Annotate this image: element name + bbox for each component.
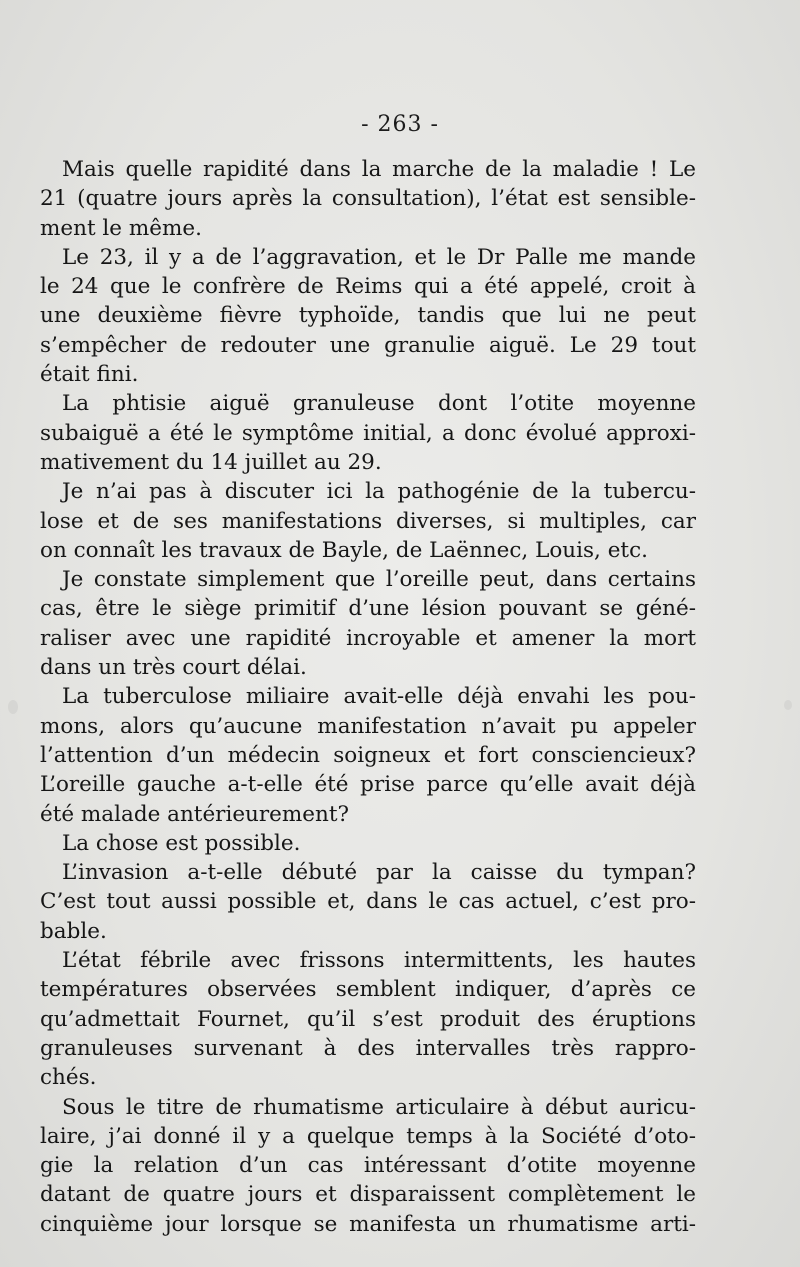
text-line: Le 23, il y a de l’aggravation, et le Dr Palle me mande bbox=[62, 244, 696, 270]
paragraph bbox=[40, 565, 696, 682]
text-line: on connaît les travaux de Bayle, de Laënnec, Louis, etc. bbox=[40, 537, 648, 563]
text-line: Sous le titre de rhumatisme articulaire à début auricu- bbox=[62, 1094, 696, 1120]
text-line: ment le même. bbox=[40, 215, 202, 241]
text-line: raliser avec une rapidité incroyable et amener la mort bbox=[40, 625, 696, 651]
text-line: La phtisie aiguë granuleuse dont l’otite moyenne bbox=[62, 391, 696, 417]
text-line: lose et de ses manifestations diverses, si multiples, car bbox=[40, 508, 696, 534]
text-line: gie la relation d’un cas intéressant d’otite moyenne bbox=[40, 1153, 696, 1179]
text-line: été malade antérieurement? bbox=[40, 801, 350, 827]
text-line: 21 (quatre jours après la consultation), l’état est sensible- bbox=[40, 186, 696, 212]
text-line: une deuxième fièvre typhoïde, tandis que lui ne peut bbox=[40, 303, 696, 329]
paragraph bbox=[40, 1093, 696, 1239]
text-line: chés. bbox=[40, 1065, 97, 1091]
paragraph bbox=[40, 389, 696, 477]
text-line: datant de quatre jours et disparaissent complètement le bbox=[40, 1182, 696, 1208]
text-line: mons, alors qu’aucune manifestation n’avait pu appeler bbox=[40, 713, 696, 739]
text-line: était fini. bbox=[40, 362, 139, 388]
page-number: - 263 - bbox=[361, 112, 439, 137]
text-line: subaiguë a été le symptôme initial, a donc évolué approxi- bbox=[40, 420, 696, 446]
text-line: L’état fébrile avec frissons intermittents, les hautes bbox=[62, 948, 696, 974]
text-line: cinquième jour lorsque se manifesta un rhumatisme arti- bbox=[40, 1211, 696, 1237]
text-line: qu’admettait Fournet, qu’il s’est produit des éruptions bbox=[40, 1006, 696, 1032]
text-line: s’empêcher de redouter une granulie aiguë. Le 29 tout bbox=[40, 332, 696, 358]
text-line: granuleuses survenant à des intervalles très rappro- bbox=[40, 1035, 696, 1061]
text-line: températures observées semblent indiquer, d’après ce bbox=[40, 977, 696, 1003]
text-line: Mais quelle rapidité dans la marche de la maladie ! Le bbox=[62, 157, 696, 182]
text-line: le 24 que le confrère de Reims qui a été appelé, croit à bbox=[40, 274, 696, 300]
body-text bbox=[40, 155, 696, 1239]
text-line: L’oreille gauche a-t-elle été prise parce qu’elle avait déjà bbox=[40, 772, 696, 798]
text-line: La tuberculose miliaire avait-elle déjà envahi les pou- bbox=[62, 684, 696, 710]
paragraph bbox=[40, 829, 696, 858]
text-line: La chose est possible. bbox=[62, 830, 301, 856]
paper-stain bbox=[8, 700, 18, 714]
paragraph bbox=[40, 477, 696, 565]
text-line: Je n’ai pas à discuter ici la pathogénie de la tubercu- bbox=[62, 479, 696, 505]
text-line: mativement du 14 juillet au 29. bbox=[40, 449, 382, 475]
text-line: cas, être le siège primitif d’une lésion pouvant se géné- bbox=[40, 596, 696, 622]
text-line: dans un très court délai. bbox=[40, 655, 307, 681]
text-line: bable. bbox=[40, 918, 107, 944]
paragraph bbox=[40, 946, 696, 1092]
text-line: Je constate simplement que l’oreille peut, dans certains bbox=[62, 567, 696, 593]
text-line: C’est tout aussi possible et, dans le cas actuel, c’est pro- bbox=[40, 889, 696, 915]
paragraph bbox=[40, 155, 696, 243]
paragraph bbox=[40, 243, 696, 389]
paper-stain bbox=[784, 700, 792, 710]
paragraph bbox=[40, 858, 696, 946]
text-line: L’invasion a-t-elle débuté par la caisse du tympan? bbox=[62, 860, 696, 886]
text-line: laire, j’ai donné il y a quelque temps à la Société d’oto- bbox=[40, 1123, 696, 1149]
text-line: l’attention d’un médecin soigneux et fort consciencieux? bbox=[40, 742, 696, 768]
paragraph bbox=[40, 682, 696, 828]
